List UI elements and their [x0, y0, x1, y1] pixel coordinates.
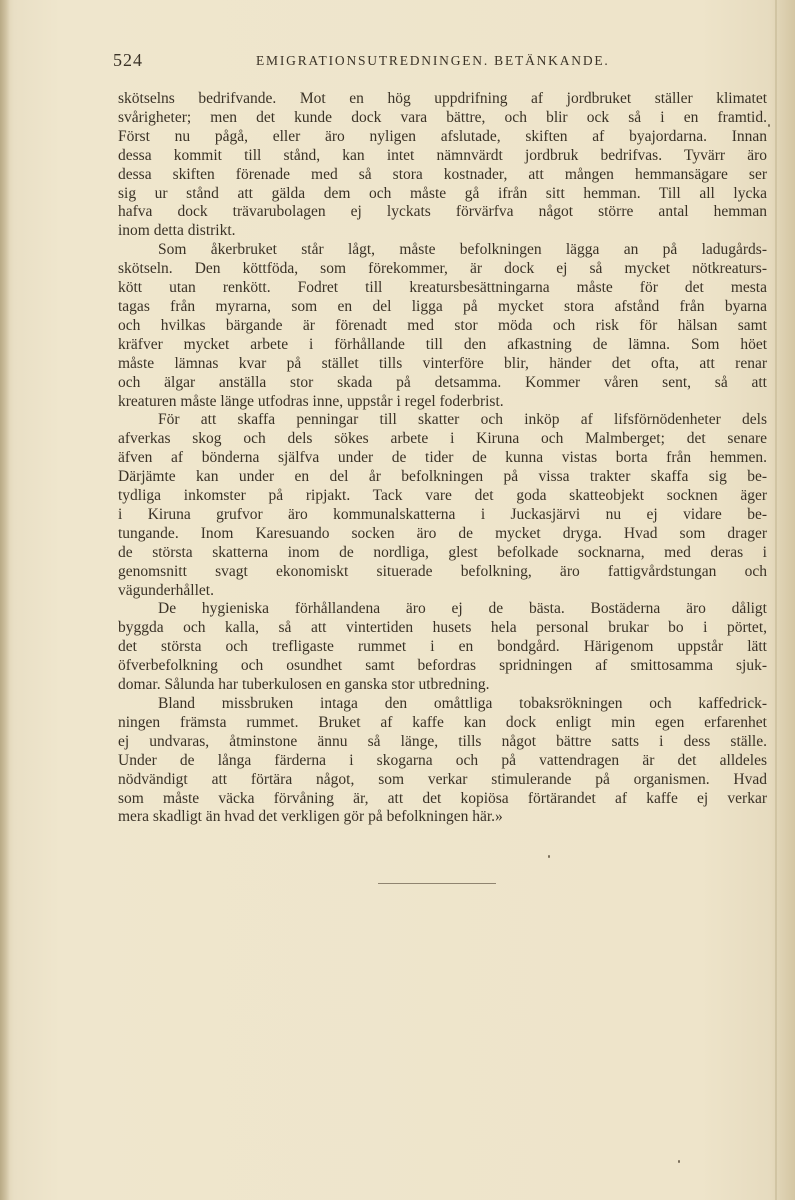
- text-line: öfverbefolkning och osundhet samt befordras spridningen af smittosamma sjuk-: [118, 657, 767, 675]
- text-line: det största och trefligaste rummet i en bondgård. Härigenom uppstår lätt: [118, 638, 767, 656]
- page-number: 524: [113, 50, 143, 70]
- text-line: äfven af bönderna själfva under de tider de kunna vistas borta från hemmen.: [118, 449, 767, 467]
- text-line: kräfver mycket arbete i förhållande till den afkastning de lämna. Som höet: [118, 335, 767, 353]
- text-line: dessa kommit till stånd, kan intet nämnvärdt jordbruk bedrifvas. Tyvärr äro: [118, 146, 767, 164]
- text-line: genomsnitt svagt ekonomiskt situerade befolkning, äro fattigvårdstungan och: [118, 562, 767, 580]
- text-line: tungande. Inom Karesuando socken äro de mycket dryga. Hvad som drager: [118, 524, 767, 542]
- text-line: ningen främsta rummet. Bruket af kaffe kan dock enligt min egen erfarenhet: [118, 713, 767, 731]
- text-line: i Kiruna grufvor äro kommunalskatterna i Juckasjärvi nu ej vidare be-: [118, 505, 767, 523]
- paragraph: [118, 411, 767, 600]
- text-line: och älgar anställa stor skada på detsamma. Kommer våren sent, så att: [118, 373, 767, 391]
- text-line: Först nu pågå, eller äro nyligen afslutade, skiften af byajordarna. Innan: [118, 127, 767, 145]
- text-line: skötseln. Den köttföda, som förekommer, är dock ej så mycket nötkreaturs-: [118, 260, 767, 278]
- text-line: De hygieniska förhållandena äro ej de bästa. Bostäderna äro dåligt: [158, 600, 767, 618]
- text-line: mera skadligt än hvad det verkligen gör på befolkningen här.»: [118, 808, 503, 826]
- text-line: hafva dock trävarubolagen ej lyckats förvärfva något större antal hemman: [118, 203, 767, 221]
- text-line: afverkas skog och dels sökes arbete i Kiruna och Malmberget; det senare: [118, 430, 767, 448]
- page-edge-line: [775, 0, 777, 1200]
- text-line: Därjämte kan under en del år befolkningen på vissa trakter skaffa sig be-: [118, 468, 767, 486]
- paper-speck: [548, 855, 550, 858]
- text-line: Bland missbruken intaga den omåttliga tobaksrökningen och kaffedrick-: [158, 695, 767, 712]
- text-line: vägunderhållet.: [118, 581, 214, 599]
- page-header: [113, 50, 767, 74]
- paragraph: [118, 241, 767, 411]
- text-line: ej undvaras, åtminstone ännu så länge, tills något bättre satts i dess ställe.: [118, 732, 767, 750]
- text-line: byggda och kalla, så att vintertiden husets hela personal brukar bo i pörtet,: [118, 619, 767, 637]
- paragraph: [118, 90, 767, 241]
- section-separator-rule: [378, 883, 496, 884]
- paragraph: [118, 695, 767, 827]
- paper-speck: [768, 124, 770, 127]
- text-line: Under de långa färderna i skogarna och på vattendragen är det alldeles: [118, 751, 767, 769]
- text-line: kött utan renkött. Fodret till kreatursbesättningarna måste för det mesta: [118, 279, 767, 297]
- text-line: inom detta distrikt.: [118, 222, 236, 240]
- text-line: För att skaffa penningar till skatter och inköp af lifsförnödenheter dels: [158, 411, 767, 429]
- spine-shadow: [0, 0, 10, 1200]
- text-line: svårigheter; men det kunde dock vara bättre, och blir ock så i en framtid.: [118, 108, 767, 126]
- text-line: de största skatterna inom de nordliga, glest befolkade socknarna, med deras i: [118, 543, 767, 561]
- running-title: EMIGRATIONSUTREDNINGEN. BETÄNKANDE.: [256, 53, 610, 68]
- text-line: nödvändigt att förtära något, som verkar stimulerande på organismen. Hvad: [118, 770, 767, 788]
- text-line: domar. Sålunda har tuberkulosen en ganska stor utbredning.: [118, 676, 490, 694]
- text-line: sig ur stånd att gälda dem och måste gå ifrån sitt hemman. Till all lycka: [118, 184, 767, 202]
- paragraph: [118, 600, 767, 695]
- text-line: tydliga inkomster på ripjakt. Tack vare det goda skatteobjekt socknen äger: [118, 487, 767, 505]
- text-line: och hvilkas bärgande är förenadt med stor möda och risk för hälsan samt: [118, 316, 767, 334]
- text-line: tagas från myrarna, som en del ligga på mycket stora afstånd från byarna: [118, 297, 767, 315]
- text-line: dessa skiften förenade med så stora kostnader, att mången hemmansägare ser: [118, 165, 767, 183]
- text-line: kreaturen måste länge utfodras inne, uppstår i regel foderbrist.: [118, 392, 504, 410]
- body-text: [118, 90, 767, 827]
- text-line: Som åkerbruket står lågt, måste befolkningen lägga an på ladugårds-: [158, 241, 767, 259]
- text-line: som måste väcka förvåning är, att det kopiösa förtärandet af kaffe ej verkar: [118, 789, 767, 807]
- paper-speck: [678, 1160, 680, 1163]
- text-line: måste lämnas kvar på stället tills vinterföre blir, händer det ofta, att renar: [118, 354, 767, 372]
- text-line: skötselns bedrifvande. Mot en hög uppdrifning af jordbruket ställer klimatet: [118, 90, 767, 107]
